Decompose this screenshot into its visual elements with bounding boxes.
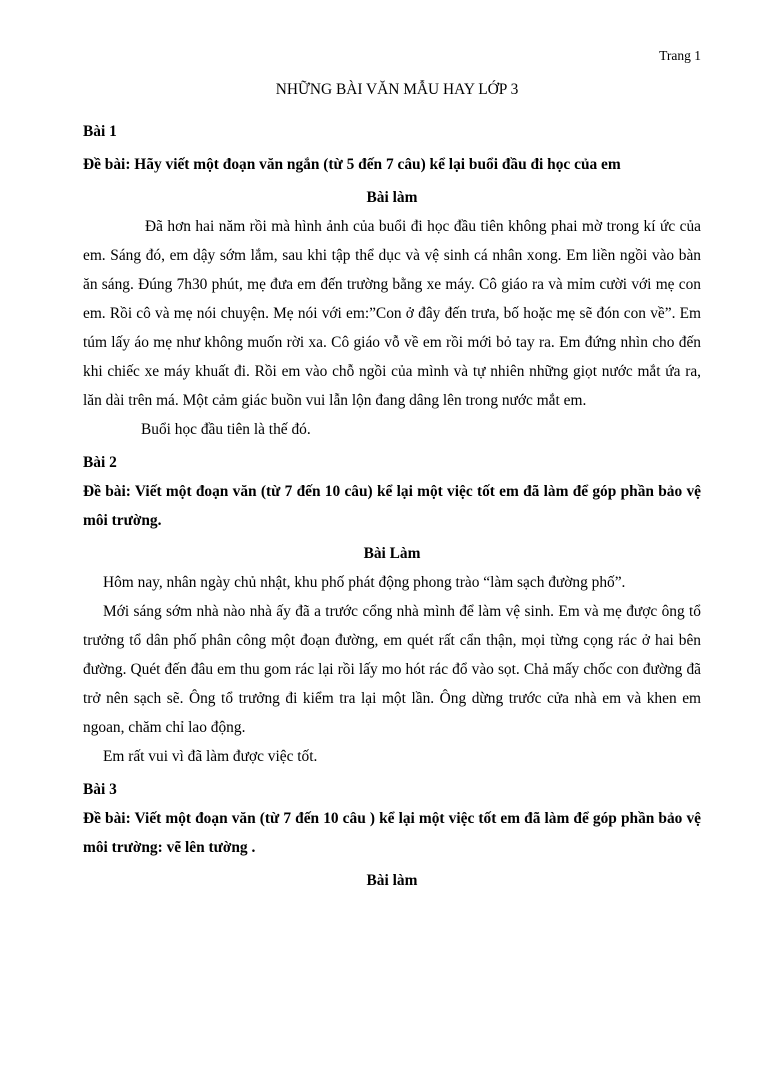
section-heading: Bài 3: [83, 781, 117, 798]
section-prompt: Đề bài: Viết một đoạn văn (từ 7 đến 10 câu ) kể lại một việc tốt em đã làm để góp phần bảo vệ môi trường: vẽ lên tường .: [83, 810, 701, 856]
document-body: [83, 117, 701, 895]
section-bai-3: [83, 775, 701, 895]
answer-paragraph: Buổi học đầu tiên là thế đó.: [141, 421, 311, 438]
section-bai-2: [83, 448, 701, 771]
answer-label: Bài làm: [366, 189, 418, 206]
answer-paragraph: Hôm nay, nhân ngày chủ nhật, khu phố phát động phong trào “làm sạch đường phố”.: [103, 574, 626, 591]
section-heading: Bài 2: [83, 454, 117, 471]
answer-paragraph: Em rất vui vì đã làm được việc tốt.: [103, 748, 318, 765]
section-prompt: Đề bài: Viết một đoạn văn (từ 7 đến 10 câu) kể lại một việc tốt em đã làm để góp phần bảo vệ môi trường.: [83, 483, 701, 529]
section-prompt: Đề bài: Hãy viết một đoạn văn ngắn (từ 5 đến 7 câu) kể lại buổi đầu đi học của em: [83, 156, 621, 173]
section-bai-1: [83, 117, 701, 444]
page-number: Trang 1: [659, 48, 701, 63]
answer-paragraph: Đã hơn hai năm rồi mà hình ảnh của buổi đi học đầu tiên không phai mờ trong kí ức của em. Sáng đó, em dậy sớm lắm, sau khi tập thể dục và vệ sinh cá nhân xong. Em liền ngồi vào bàn ăn sáng. Đúng 7h30 phút, mẹ đưa em đến trường bằng xe máy. Cô giáo ra và mỉm cười với mẹ con em. Rồi cô và mẹ nói chuyện. Mẹ nói với em:”Con ở đây đến trưa, bố hoặc mẹ sẽ đón con về”. Em túm lấy áo mẹ như không muốn rời xa. Cô giáo vỗ về em rồi mới bỏ tay ra. Em đứng nhìn cho đến khi chiếc xe máy khuất đi. Rồi em vào chỗ ngồi của mình và tự nhiên những giọt nước mắt ứa ra, lăn dài trên má. Một cảm giác buồn vui lẫn lộn đang dâng lên trong nước mắt em.: [83, 218, 701, 409]
section-heading: Bài 1: [83, 123, 117, 140]
answer-label: Bài Làm: [363, 545, 421, 562]
answer-label: Bài làm: [366, 872, 418, 889]
answer-paragraph: Mới sáng sớm nhà nào nhà ấy đã a trước cổng nhà mình để làm vệ sinh. Em và mẹ được ông tổ trưởng tổ dân phố phân công một đoạn đường, em quét rất cẩn thận, mọi từng cọng rác ở hai bên đường. Quét đến đâu em thu gom rác lại rồi lấy mo hót rác đổ vào sọt. Chả mấy chốc con đường đã trở nên sạch sẽ. Ông tổ trưởng đi kiểm tra lại một lần. Ông dừng trước cửa nhà em và khen em ngoan, chăm chỉ lao động.: [83, 603, 701, 736]
document-title: NHỮNG BÀI VĂN MẪU HAY LỚP 3: [275, 81, 519, 98]
